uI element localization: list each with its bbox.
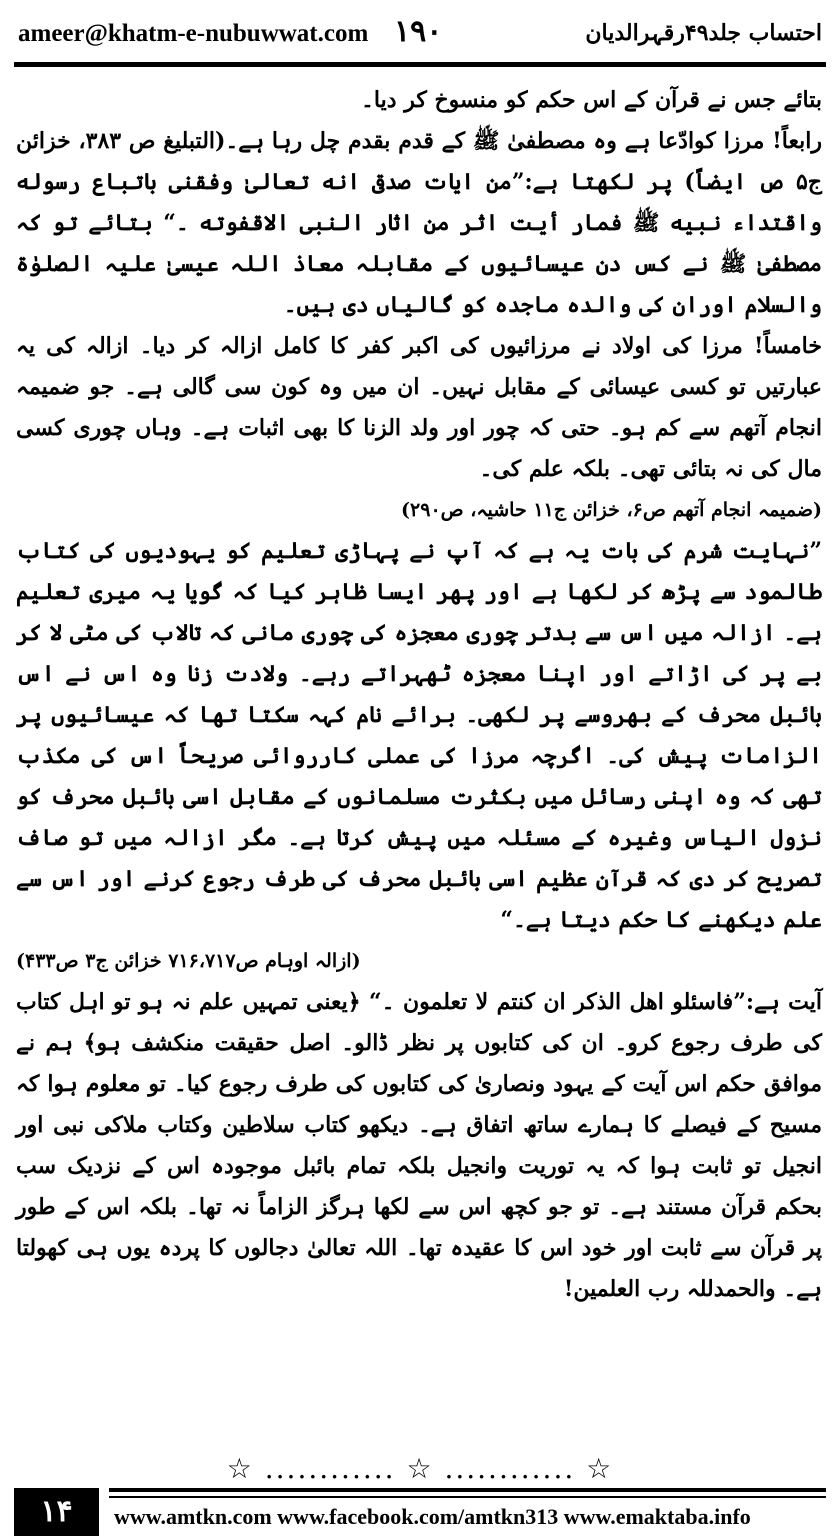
header-email: ameer@khatm-e-nubuwwat.com: [18, 20, 369, 47]
page-header: [14, 8, 826, 58]
body-text: [16, 80, 822, 1310]
footer-links: www.amtkn.com www.facebook.com/amtkn313 www.emaktaba.info: [114, 1504, 751, 1529]
paragraph: بتائے جس نے قرآن کے اس حکم کو منسوخ کر دیا۔: [361, 87, 822, 113]
paragraph: آیت ہے:”فاسئلو اهل الذکر ان کنتم لا تعلمون ۔“ ﴿یعنی تمہیں علم نہ ہو تو اہل کتاب کی طرف رجوع کرو۔ ان کی کتابوں پر نظر ڈالو۔ اصل حقیقت منکشف ہو﴾ ہم نے موافق حکم اس آیت کے یہود ونصاریٰ کی کتابوں کی طرف رجوع کیا۔ تو معلوم ہوا کہ مسیح کے فیصلے کا ہمارے ساتھ اتفاق ہے۔ دیکھو کتاب سلاطین وکتاب ملاکی نبی اور انجیل تو ثابت ہوا کہ یہ توریت وانجیل بلکہ تمام بائبل موجودہ اس کے نزدیک سب بحکم قرآن مستند ہے۔ تو جو کچھ اس سے لکھا ہرگز الزاماً نہ تھا۔ بلکہ اس کے طور پر قرآن سے ثابت اور خود اس کا عقیدہ تھا۔ اللہ تعالیٰ دجالوں کا پردہ یوں ہی کھولتا ہے۔ والحمدللہ رب العلمین!: [16, 989, 822, 1302]
star-separator: ☆ ............ ☆ ............ ☆: [226, 1452, 614, 1485]
page-footer: [14, 1488, 826, 1538]
header-page-number: ۱۹۰: [394, 14, 443, 49]
footer-rule: [109, 1488, 826, 1492]
footer-rule-thin: [109, 1496, 826, 1498]
citation: (ضمیمہ انجام آتھم ص۶، خزائن ج۱۱ حاشیہ، ص۲۹۰): [401, 499, 822, 521]
quote-paragraph: ”نہایت شرم کی بات یہ ہے کہ آپ نے پہاڑی تعلیم کو یہودیوں کی کتاب طالمود سے پڑھ کر لکھا ہے اور پھر ایسا ظاہر کیا کہ گویا یہ میری تعلیم ہے۔ ازالہ میں اس سے بدتر چوری معجزہ کی چوری مانی کہ تالاب کی مٹی لا کر بے پر کی اڑاتے اور اپنا معجزہ ٹھہراتے رہے۔ ولادت زنا وہ اس نے اس بائبل محرف کے بھروسے پر لکھی۔ برائے نام کہہ سکتا تھا کہ عیسائیوں پر الزامات پیش کی۔ اگرچہ مرزا کی عملی کارروائی صریحاً اس کی مکذب تھی کہ وہ اپنی رسائل میں بکثرت مسلمانوں کے مقابل اسی بائبل محرف کو نزول الیاس وغیرہ کے مسئلہ میں پیش کرتا ہے۔ مگر ازالہ میں تو صاف تصریح کر دی کہ قرآن عظیم اسی بائبل محرف کی طرف رجوع کرنے اور اس سے علم دیکھنے کا حکم دیتا ہے۔“: [16, 538, 822, 933]
running-title: احتساب جلد۴۹رقہرالدیان: [585, 20, 822, 46]
footer-page-number: ۱۴: [14, 1488, 99, 1536]
citation: (ازالہ اوہام ص۷۱۶،۷۱۷ خزائن ج۳ ص۴۳۳): [16, 950, 361, 972]
paragraph: خامساً! مرزا کی اولاد نے مرزائیوں کی اکبر کفر کا کامل ازالہ کر دیا۔ ازالہ کی یہ عبارتیں تو کسی عیسائی کے مقابل نہیں۔ ان میں وہ کون سی گالی ہے۔ جو ضمیمہ انجام آتھم سے کم ہو۔ حتی کہ چور اور ولد الزنا کا بھی اثبات ہے۔ وہاں چوری کسی مال کی نہ بتائی تھی۔ بلکہ علم کی۔: [16, 333, 822, 482]
header-rule: [14, 62, 826, 67]
paragraph: رابعاً! مرزا کوادّعا ہے وہ مصطفیٰ ﷺ کے قدم بقدم چل رہا ہے۔(التبلیغ ص ۳۸۳، خزائن ج۵ ص ایضاً) پر لکھتا ہے:”من ایات صدقی انه تعالیٰ وفقنی باتباع رسوله واقتداء نبیه ﷺ فمار أیت اثر من اثار النبی الاقفوته ۔“ بتائے تو کہ مصطفیٰ ﷺ نے کس دن عیسائیوں کے مقابلہ معاذ اللہ عیسیٰ علیہ الصلوٰۃ والسلام اوران کی والدہ ماجدہ کو گالیاں دی ہیں۔: [16, 128, 822, 318]
